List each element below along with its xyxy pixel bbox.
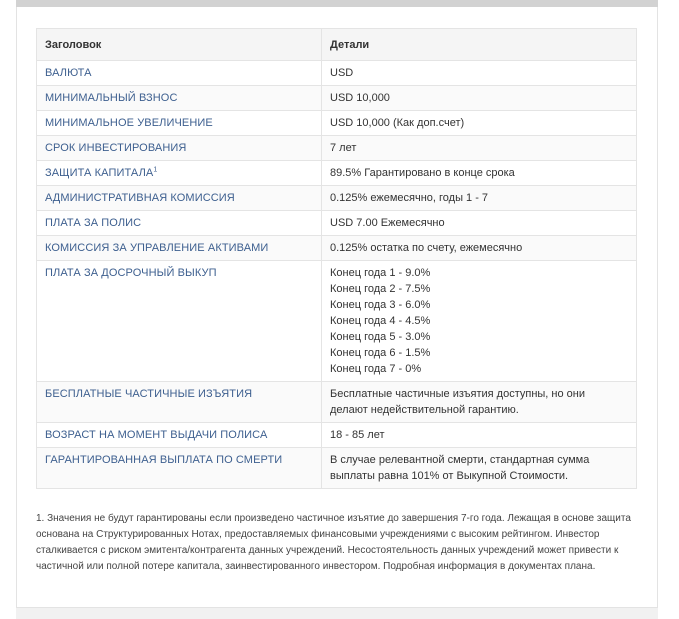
- row-label-text: ПЛАТА ЗА ПОЛИС: [45, 217, 142, 229]
- row-value-line: 18 - 85 лет: [330, 429, 385, 441]
- row-label: [37, 161, 322, 186]
- table-row: [37, 61, 637, 86]
- row-label: [37, 136, 322, 161]
- row-value-line: 89.5% Гарантировано в конце срока: [330, 167, 515, 179]
- row-value-line: Конец года 3 - 6.0%: [330, 299, 431, 311]
- table-row: [37, 236, 637, 261]
- row-value-line: Бесплатные частичные изъятия доступны, но они: [330, 388, 586, 400]
- row-label: [37, 236, 322, 261]
- row-label-text: ВАЛЮТА: [45, 67, 92, 79]
- table-row: [37, 382, 637, 423]
- row-label-text: МИНИМАЛЬНОЕ УВЕЛИЧЕНИЕ: [45, 117, 213, 129]
- row-label-text: МИНИМАЛЬНЫЙ ВЗНОС: [45, 92, 178, 104]
- row-value-line: Конец года 1 - 9.0%: [330, 267, 431, 279]
- row-label-text: АДМИНИСТРАТИВНАЯ КОМИССИЯ: [45, 192, 235, 204]
- column-header-title: Заголовок: [37, 29, 322, 61]
- table-row: [37, 211, 637, 236]
- row-label: [37, 186, 322, 211]
- bottom-strip: [16, 607, 658, 619]
- row-value: [322, 161, 637, 186]
- row-label-text: СРОК ИНВЕСТИРОВАНИЯ: [45, 142, 187, 154]
- row-value: [322, 86, 637, 111]
- table-header-row: [37, 29, 637, 61]
- table-row: [37, 161, 637, 186]
- row-value: [322, 186, 637, 211]
- plan-details-table: [36, 28, 637, 489]
- row-label-text: ГАРАНТИРОВАННАЯ ВЫПЛАТА ПО СМЕРТИ: [45, 454, 283, 466]
- row-value-line: делают недействительной гарантию.: [330, 404, 519, 416]
- row-value-line: 0.125% ежемесячно, годы 1 - 7: [330, 192, 489, 204]
- row-value-line: USD 10,000: [330, 92, 390, 104]
- row-value: [322, 448, 637, 489]
- footnote-marker: 1: [153, 166, 158, 174]
- row-value: [322, 261, 637, 382]
- row-value-line: Конец года 4 - 4.5%: [330, 315, 431, 327]
- footnote: 1. Значения не будут гарантированы если произведено частичное изъятие до завершения 7-го года. Лежащая в основе защита основана на Структурированных Нотах, предоставляемых финансовыми учреждениями с высоким рейтингом. Инвестор сталкивается с риском эмитента/контрагента данных учреждений. Несостоятельность данных учреждений может привести к частичной или полной потере капитала, заинвестированного инвестором. Подробная информация в документах плана.: [36, 513, 631, 572]
- row-label: [37, 111, 322, 136]
- row-value: [322, 236, 637, 261]
- table-row: [37, 448, 637, 489]
- row-value: [322, 136, 637, 161]
- row-label-text: БЕСПЛАТНЫЕ ЧАСТИЧНЫЕ ИЗЪЯТИЯ: [45, 388, 253, 400]
- table-row: [37, 186, 637, 211]
- row-value-line: Конец года 6 - 1.5%: [330, 347, 431, 359]
- table-row: [37, 86, 637, 111]
- row-value-line: USD 7.00 Ежемесячно: [330, 217, 445, 229]
- row-label-text: ВОЗРАСТ НА МОМЕНТ ВЫДАЧИ ПОЛИСА: [45, 429, 268, 441]
- row-value: [322, 61, 637, 86]
- row-value: [322, 382, 637, 423]
- row-label-text: КОМИССИЯ ЗА УПРАВЛЕНИЕ АКТИВАМИ: [45, 242, 269, 254]
- row-value: [322, 211, 637, 236]
- table-row: [37, 111, 637, 136]
- row-value-line: В случае релевантной смерти, стандартная сумма: [330, 454, 590, 466]
- row-label: [37, 61, 322, 86]
- row-label: [37, 211, 322, 236]
- row-value-line: Конец года 5 - 3.0%: [330, 331, 431, 343]
- row-value-line: выплаты равна 101% от Выкупной Стоимости.: [330, 470, 569, 482]
- row-value-line: Конец года 7 - 0%: [330, 363, 422, 375]
- table-row: [37, 136, 637, 161]
- row-label: [37, 448, 322, 489]
- row-value-line: Конец года 2 - 7.5%: [330, 283, 431, 295]
- row-value-line: 7 лет: [330, 142, 357, 154]
- row-label: [37, 382, 322, 423]
- column-header-details: Детали: [322, 29, 637, 61]
- row-label: [37, 261, 322, 382]
- row-label-text: ПЛАТА ЗА ДОСРОЧНЫЙ ВЫКУП: [45, 267, 217, 279]
- row-value-line: 0.125% остатка по счету, ежемесячно: [330, 242, 523, 254]
- row-value-line: USD: [330, 67, 354, 79]
- row-value-line: USD 10,000 (Как доп.счет): [330, 117, 465, 129]
- top-bar: [16, 0, 658, 7]
- row-label: [37, 423, 322, 448]
- row-label-text: ЗАЩИТА КАПИТАЛА: [45, 167, 154, 179]
- row-label: [37, 86, 322, 111]
- table-row: [37, 261, 637, 382]
- table-row: [37, 423, 637, 448]
- row-value: [322, 111, 637, 136]
- row-value: [322, 423, 637, 448]
